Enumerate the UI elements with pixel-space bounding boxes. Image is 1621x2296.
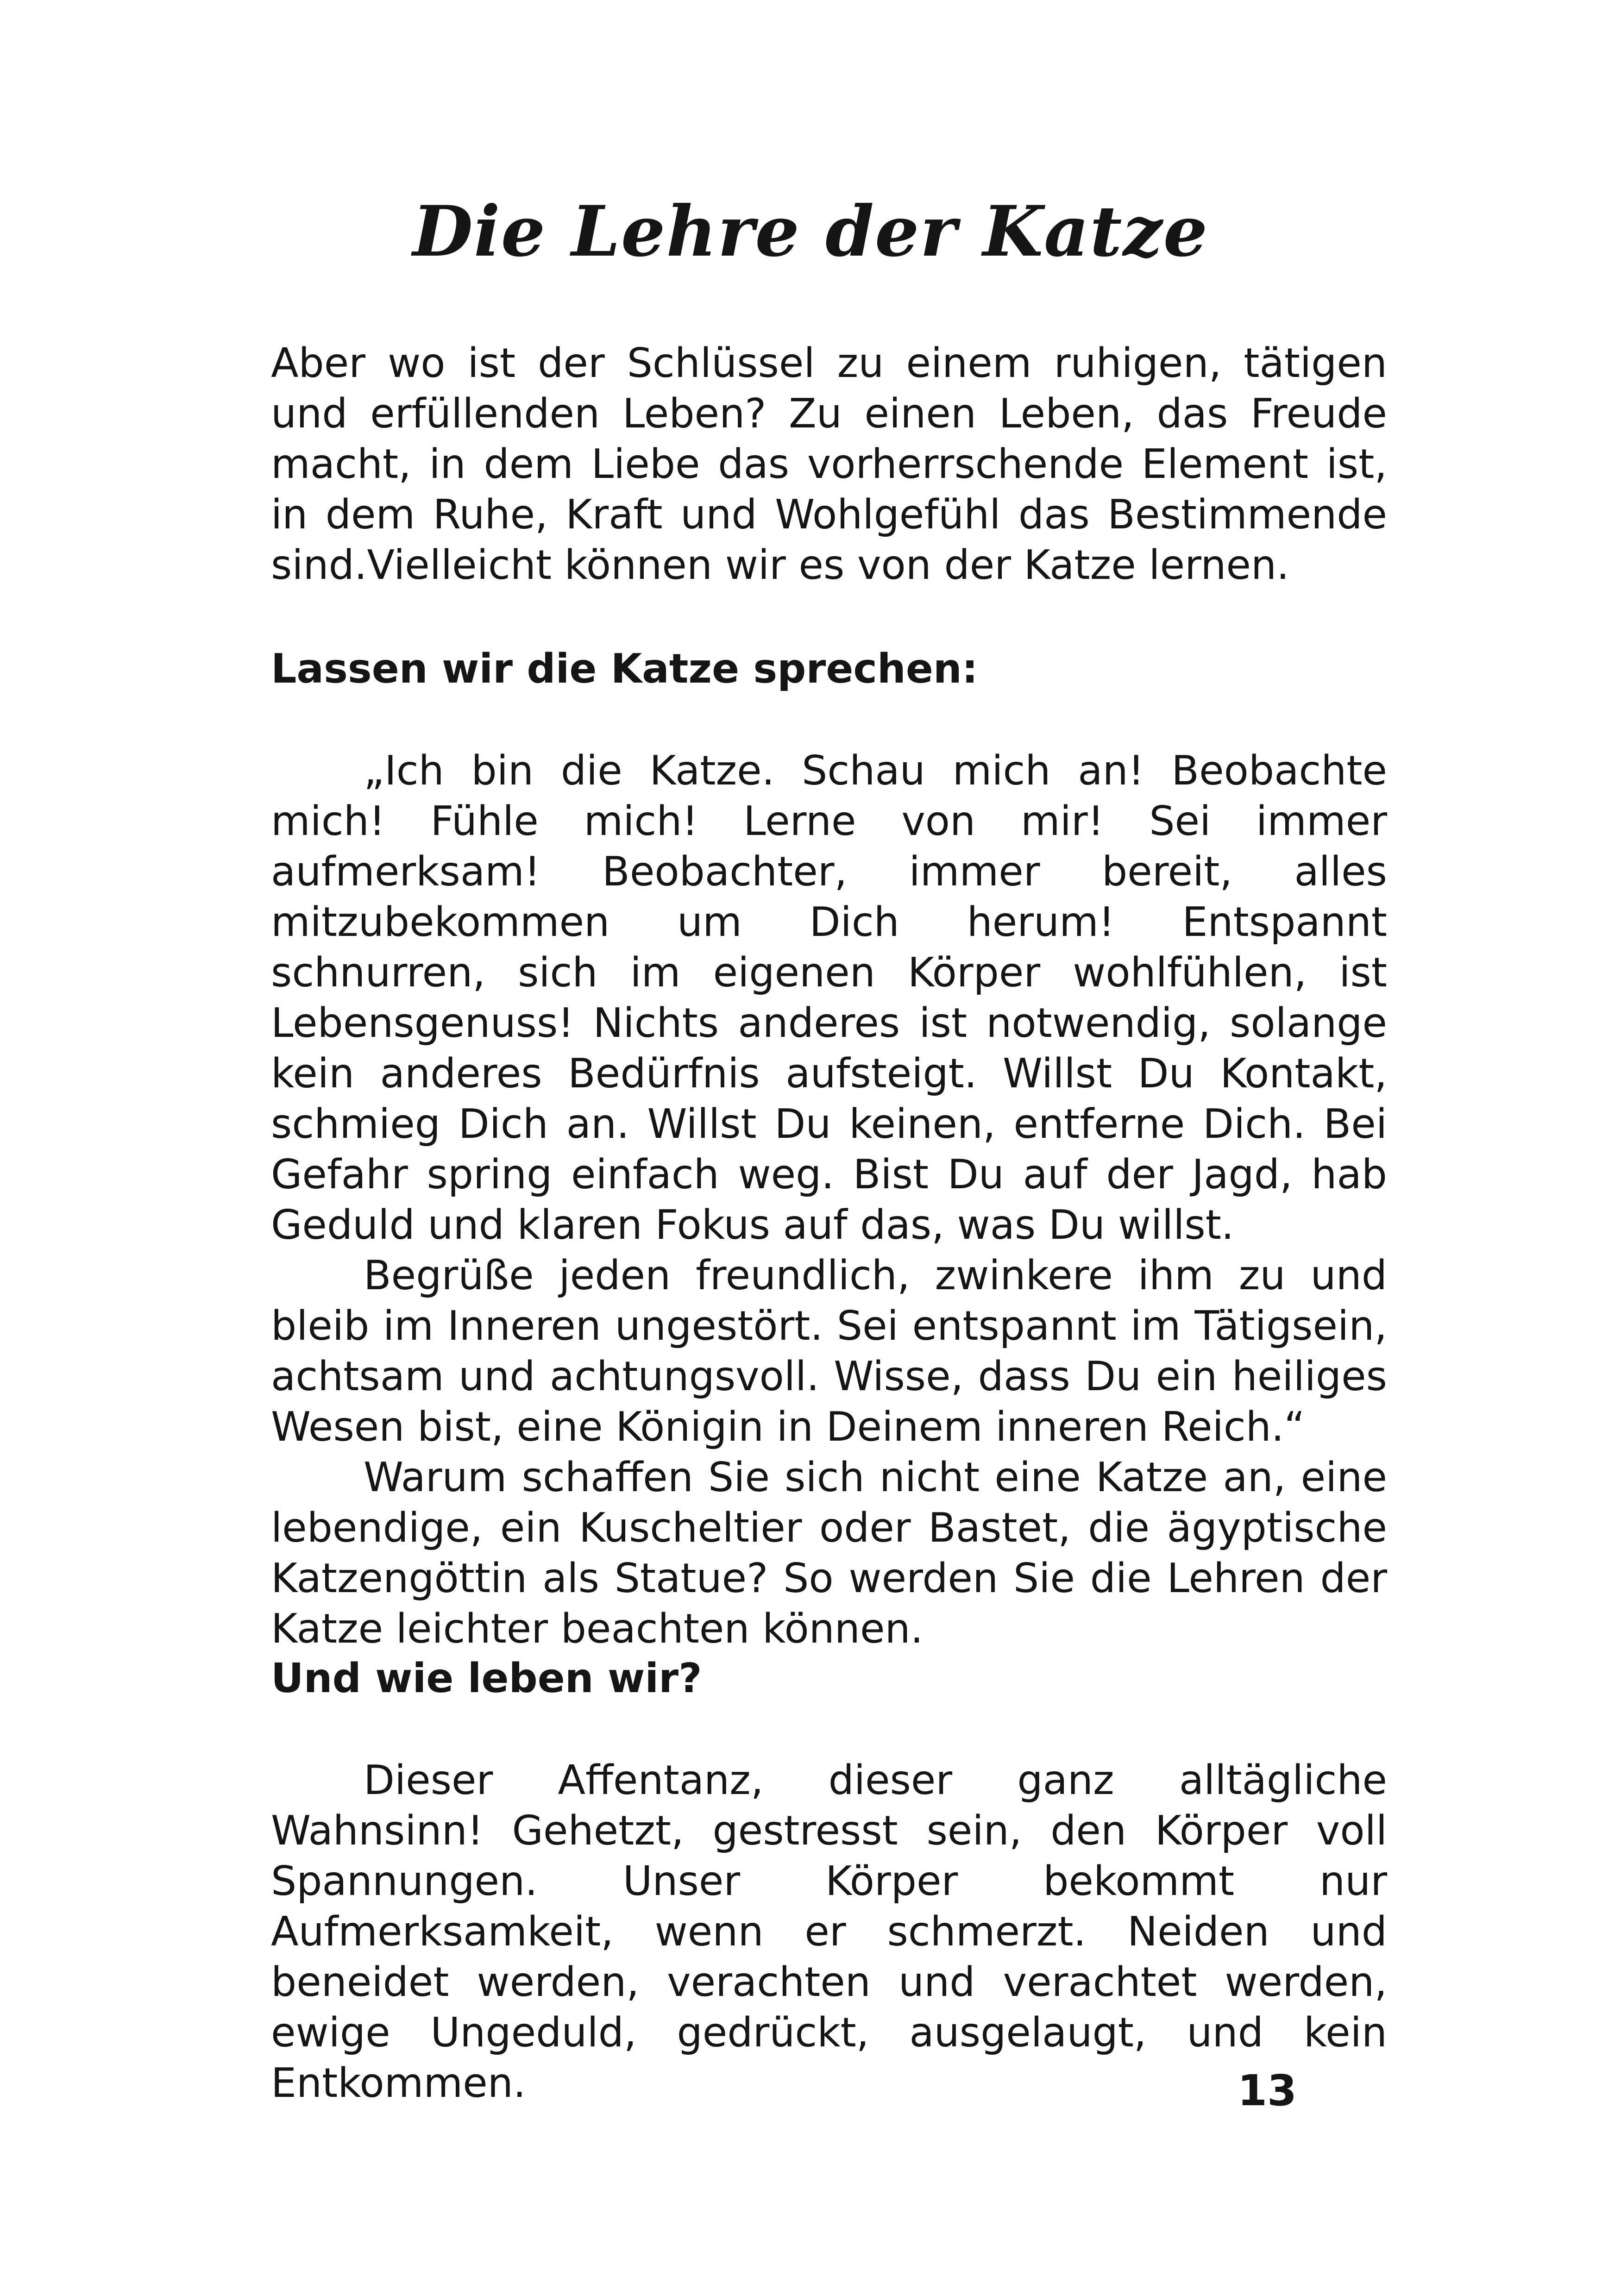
section2-body	[271, 1755, 1387, 2108]
how-we-live-paragraph: Dieser Affentanz, dieser ganz alltägliche Wahnsinn! Gehetzt, gestresst sein, den Körper voll Spannungen. Unser Körper bekommt nur Aufmerksamkeit, wenn er schmerzt. Neiden und beneidet werden, verachten und verachtet werden, ewige Ungeduld, gedrückt, ausgelaugt, und kein Entkommen.	[271, 1757, 1387, 2107]
intro-paragraph: Aber wo ist der Schlüssel zu einem ruhigen, tätigen und erfüllenden Leben? Zu einen Leben, das Freude macht, in dem Liebe das vorherrschende Element ist, in dem Ruhe, Kraft und Wohlgefühl das Bestimmende sind.Vielleicht können wir es von der Katze lernen.	[271, 339, 1387, 589]
cat-quote-paragraph-1: „Ich bin die Katze. Schau mich an! Beobachte mich! Fühle mich! Lerne von mir! Sei immer aufmerksam! Beobachter, immer bereit, alles mitzubekommen um Dich herum! Entspannt schnurren, sich im eigenen Körper wohlfühlen, ist Lebensgenuss! Nichts anderes ist notwendig, solange kein anderes Bedürfnis aufsteigt. Willst Du Kontakt, schmieg Dich an. Willst Du keinen, entferne Dich. Bei Gefahr spring einfach weg. Bist Du auf der Jagd, hab Geduld und klaren Fokus auf das, was Du willst.	[271, 747, 1387, 1248]
intro-paragraph-block	[271, 338, 1387, 590]
page-title: Die Lehre der Katze	[412, 191, 1209, 272]
page-number: 13	[1237, 2066, 1297, 2115]
cat-quote-paragraph-2: Begrüße jeden freundlich, zwinkere ihm zu und bleib im Inneren ungestört. Sei entspannt im Tätigsein, achtsam und achtungsvoll. Wisse, dass Du ein heiliges Wesen bist, eine Königin in Deinem inneren Reich.“	[271, 1252, 1387, 1450]
section-heading-how-we-live: Und wie leben wir?	[271, 1655, 702, 1702]
section1-body	[271, 746, 1387, 1654]
cat-advice-paragraph: Warum schaffen Sie sich nicht eine Katze an, eine lebendige, ein Kuscheltier oder Bastet, die ägyptische Katzengöttin als Statue? So werden Sie die Lehren der Katze leichter beachten können.	[271, 1454, 1387, 1652]
section-heading-cat-speaks: Lassen wir die Katze sprechen:	[271, 645, 978, 692]
